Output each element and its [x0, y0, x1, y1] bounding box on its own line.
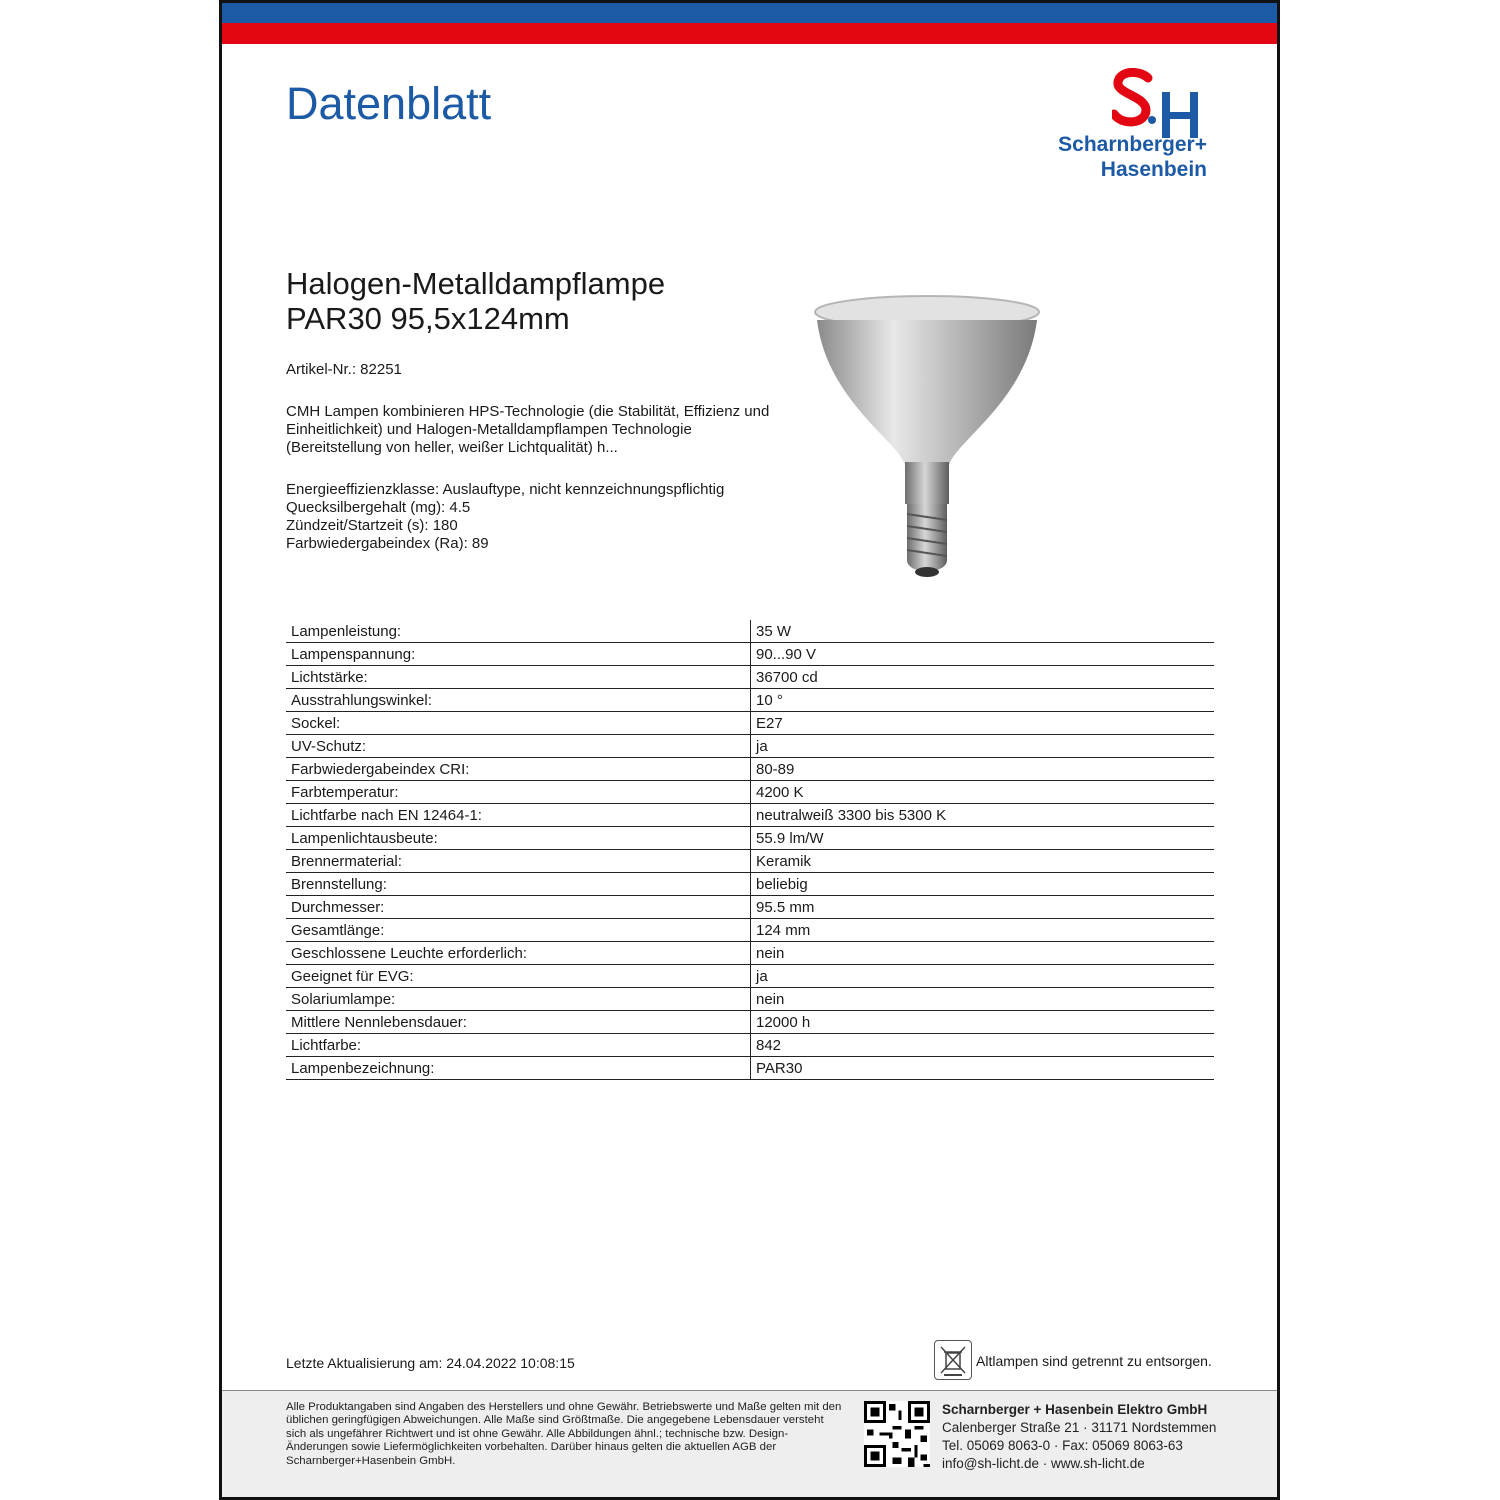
- spec-label: Geeignet für EVG:: [286, 965, 751, 988]
- company-address: Calenberger Straße 21 · 31171 Nordstemmen: [942, 1420, 1217, 1435]
- table-row: [286, 735, 1214, 758]
- spec-label: UV-Schutz:: [286, 735, 751, 758]
- table-row: [286, 965, 1214, 988]
- spec-value: 55.9 lm/W: [751, 827, 1215, 850]
- spec-label: Farbwiedergabeindex CRI:: [286, 758, 751, 781]
- spec-line: Farbwiedergabeindex (Ra): 89: [286, 535, 489, 552]
- spec-label: Geschlossene Leuchte erforderlich:: [286, 942, 751, 965]
- spec-value: 35 W: [751, 620, 1215, 643]
- spec-value: 4200 K: [751, 781, 1215, 804]
- spec-value: nein: [751, 988, 1215, 1011]
- spec-label: Brennermaterial:: [286, 850, 751, 873]
- spec-label: Lichtfarbe nach EN 12464-1:: [286, 804, 751, 827]
- spec-value: 95.5 mm: [751, 896, 1215, 919]
- spec-value: 90...90 V: [751, 643, 1215, 666]
- spec-label: Lampenleistung:: [286, 620, 751, 643]
- spec-label: Sockel:: [286, 712, 751, 735]
- table-row: [286, 781, 1214, 804]
- product-title-line2: PAR30 95,5x124mm: [286, 301, 570, 336]
- spec-line: Zündzeit/Startzeit (s): 180: [286, 517, 458, 534]
- table-row: [286, 942, 1214, 965]
- spec-label: Durchmesser:: [286, 896, 751, 919]
- table-row: [286, 1011, 1214, 1034]
- table-row: [286, 758, 1214, 781]
- spec-value: ja: [751, 965, 1215, 988]
- table-row: [286, 804, 1214, 827]
- technical-data-table: [286, 620, 1214, 1080]
- table-row: [286, 643, 1214, 666]
- spec-label: Lampenspannung:: [286, 643, 751, 666]
- spec-label: Mittlere Nennlebensdauer:: [286, 1011, 751, 1034]
- table-row: [286, 827, 1214, 850]
- technical-data-body: [286, 620, 1214, 1080]
- spec-value: 842: [751, 1034, 1215, 1057]
- spec-line: Quecksilbergehalt (mg): 4.5: [286, 499, 471, 516]
- company-name: Scharnberger + Hasenbein Elektro GmbH: [942, 1402, 1208, 1417]
- table-row: [286, 896, 1214, 919]
- spec-label: Brennstellung:: [286, 873, 751, 896]
- company-web[interactable]: info@sh-licht.de · www.sh-licht.de: [942, 1456, 1145, 1471]
- table-row: [286, 1034, 1214, 1057]
- spec-label: Lampenbezeichnung:: [286, 1057, 751, 1080]
- key-specs: [286, 481, 724, 553]
- disposal-note: Altlampen sind getrennt zu entsorgen.: [976, 1353, 1212, 1369]
- lamp-product-image: [807, 290, 1047, 590]
- last-updated: Letzte Aktualisierung am: 24.04.2022 10:08:15: [286, 1355, 575, 1371]
- page-footer: [222, 1390, 1277, 1500]
- spec-label: Gesamtlänge:: [286, 919, 751, 942]
- spec-value: E27: [751, 712, 1215, 735]
- red-stripe: [222, 23, 1277, 44]
- table-row: [286, 689, 1214, 712]
- spec-value: 80-89: [751, 758, 1215, 781]
- article-number: Artikel-Nr.: 82251: [286, 361, 402, 378]
- product-title-line1: Halogen-Metalldampflampe: [286, 266, 666, 301]
- company-logo: [982, 68, 1232, 183]
- spec-value: 124 mm: [751, 919, 1215, 942]
- crossed-out-bin-icon: [934, 1340, 972, 1380]
- table-row: [286, 850, 1214, 873]
- legal-disclaimer: Alle Produktangaben sind Angaben des Herstellers und ohne Gewähr. Betriebswerte und Maße gelten mit den üblichen geringfügigen Abweichungen. Alle Maße sind Größtmaße. Die angegebene Lebensdauer versteht sich als ungefährer Richtwert und ist ohne Gewähr. Alle Abbildungen ähnl.; technische bzw. Design-Änderungen sowie Liefermöglichkeiten vorbehalten. Darüber hinaus gelten die aktuellen AGB der Scharnberger+Hasenbein GmbH.: [286, 1401, 842, 1467]
- datasheet-page: [219, 0, 1280, 1500]
- table-row: [286, 919, 1214, 942]
- logo-text-line2: Hasenbein: [1100, 158, 1207, 181]
- sh-logo-mark-icon: [1112, 68, 1207, 140]
- blue-stripe: [222, 3, 1277, 23]
- table-row: [286, 988, 1214, 1011]
- company-phone: Tel. 05069 8063-0 · Fax: 05069 8063-63: [942, 1438, 1183, 1453]
- spec-line: Energieeffizienzklasse: Auslauftype, nicht kennzeichnungspflichtig: [286, 481, 725, 498]
- spec-label: Solariumlampe:: [286, 988, 751, 1011]
- document-title: Datenblatt: [286, 78, 492, 129]
- spec-label: Ausstrahlungswinkel:: [286, 689, 751, 712]
- spec-value: Keramik: [751, 850, 1215, 873]
- table-row: [286, 666, 1214, 689]
- table-row: [286, 873, 1214, 896]
- spec-value: 36700 cd: [751, 666, 1215, 689]
- spec-label: Farbtemperatur:: [286, 781, 751, 804]
- spec-value: nein: [751, 942, 1215, 965]
- table-row: [286, 712, 1214, 735]
- logo-text-line1: Scharnberger+: [1058, 133, 1207, 156]
- spec-value: PAR30: [751, 1057, 1215, 1080]
- spec-value: 12000 h: [751, 1011, 1215, 1034]
- table-row: [286, 620, 1214, 643]
- spec-value: 10 °: [751, 689, 1215, 712]
- spec-value: neutralweiß 3300 bis 5300 K: [751, 804, 1215, 827]
- spec-label: Lampenlichtausbeute:: [286, 827, 751, 850]
- table-row: [286, 1057, 1214, 1080]
- product-description: CMH Lampen kombinieren HPS-Technologie (die Stabilität, Effizienz und Einheitlichkeit) und Halogen-Metalldampflampen Technologie (Bereitstellung von heller, weißer Lichtqualität) h...: [286, 403, 770, 456]
- company-contact: [942, 1401, 1216, 1473]
- qr-code-icon[interactable]: [864, 1401, 930, 1467]
- spec-label: Lichtfarbe:: [286, 1034, 751, 1057]
- product-title: [286, 266, 665, 336]
- spec-label: Lichtstärke:: [286, 666, 751, 689]
- spec-value: ja: [751, 735, 1215, 758]
- spec-value: beliebig: [751, 873, 1215, 896]
